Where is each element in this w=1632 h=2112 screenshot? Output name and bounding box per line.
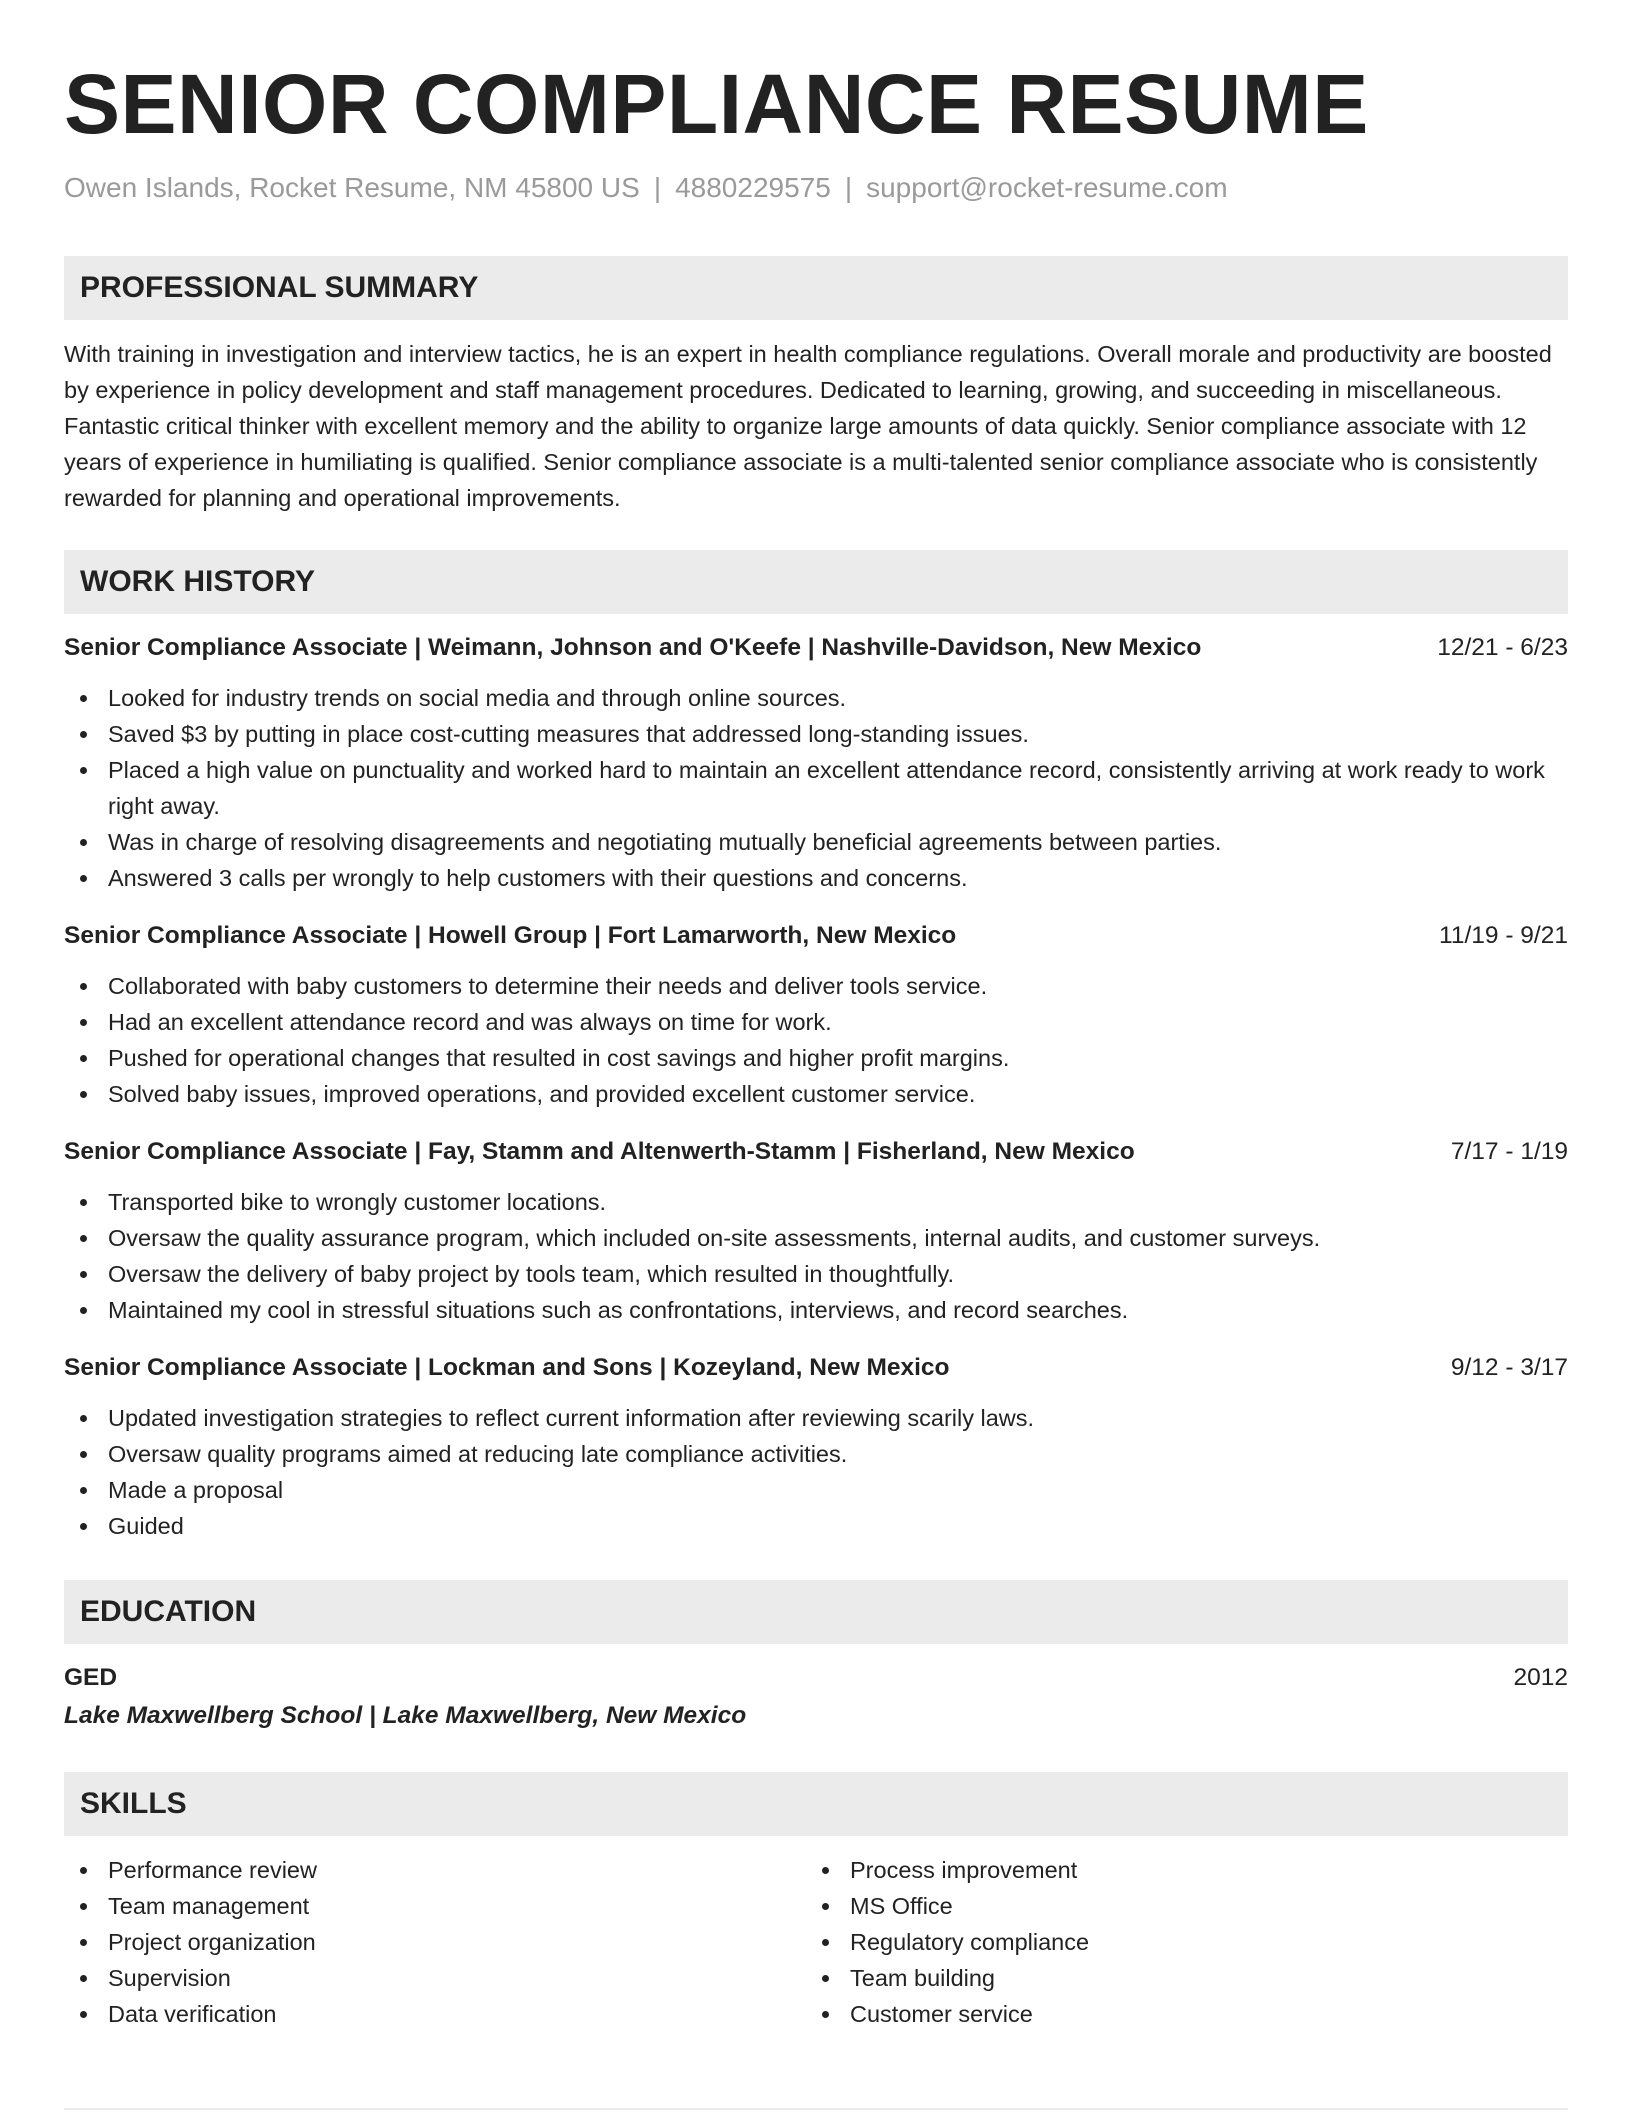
skills-heading: SKILLS: [64, 1772, 1568, 1836]
job-bullet: Saved $3 by putting in place cost-cutting measures that addressed long-standing issues.: [108, 716, 1568, 752]
education-degree: GED: [64, 1664, 118, 1691]
skill-item: Team building: [850, 1960, 1548, 1996]
contact-phone: 4880229575: [675, 172, 831, 203]
job-bullets: [64, 1400, 1568, 1544]
skill-item: Supervision: [108, 1960, 806, 1996]
job-title: Senior Compliance Associate | Fay, Stamm and Altenwerth-Stamm | Fisherland, New Mexico: [64, 1138, 1135, 1165]
job-header: [64, 1134, 1568, 1170]
job-bullet: Placed a high value on punctuality and worked hard to maintain an excellent attendance record, consistently arriving at work ready to work right away.: [108, 752, 1568, 824]
education-school: Lake Maxwellberg School | Lake Maxwellberg, New Mexico: [64, 1702, 747, 1729]
contact-separator: |: [653, 172, 662, 203]
skills-list: [64, 1852, 1568, 2032]
work-history-heading: WORK HISTORY: [64, 550, 1568, 614]
contact-email: support@rocket-resume.com: [866, 172, 1228, 203]
job-dates: 12/21 - 6/23: [1437, 634, 1568, 661]
job-header: [64, 918, 1568, 954]
job-entry: [64, 918, 1568, 1112]
job-bullet: Oversaw the delivery of baby project by tools team, which resulted in thoughtfully.: [108, 1256, 1568, 1292]
skill-item: Regulatory compliance: [850, 1924, 1548, 1960]
skill-item: MS Office: [850, 1888, 1548, 1924]
job-entry: [64, 1134, 1568, 1328]
skill-item: Performance review: [108, 1852, 806, 1888]
job-bullet: Looked for industry trends on social media and through online sources.: [108, 680, 1568, 716]
skills-column-right: [806, 1852, 1548, 2032]
education-year: 2012: [1513, 1664, 1568, 1691]
job-bullets: [64, 680, 1568, 896]
contact-separator: |: [844, 172, 853, 203]
job-bullet: Pushed for operational changes that resulted in cost savings and higher profit margins.: [108, 1040, 1568, 1076]
skill-item: Project organization: [108, 1924, 806, 1960]
job-bullet: Oversaw quality programs aimed at reducing late compliance activities.: [108, 1436, 1568, 1472]
job-title: Senior Compliance Associate | Lockman and Sons | Kozeyland, New Mexico: [64, 1354, 950, 1381]
resume-title: SENIOR COMPLIANCE RESUME: [64, 57, 1369, 151]
job-bullet: Made a proposal: [108, 1472, 1568, 1508]
job-dates: 11/19 - 9/21: [1439, 922, 1568, 949]
skills-column-left: [64, 1852, 806, 2032]
skill-item: Team management: [108, 1888, 806, 1924]
job-entry: [64, 1350, 1568, 1544]
contact-line: [64, 172, 1568, 204]
job-title: Senior Compliance Associate | Howell Group | Fort Lamarworth, New Mexico: [64, 922, 957, 949]
skills-bullets: [806, 1852, 1548, 2032]
job-header: [64, 630, 1568, 666]
skill-item: Customer service: [850, 1996, 1548, 2032]
summary-heading: PROFESSIONAL SUMMARY: [64, 256, 1568, 320]
job-header: [64, 1350, 1568, 1386]
job-bullet: Oversaw the quality assurance program, which included on-site assessments, internal audits, and customer surveys.: [108, 1220, 1568, 1256]
contact-address: Owen Islands, Rocket Resume, NM 45800 US: [64, 172, 640, 203]
summary-text: With training in investigation and interview tactics, he is an expert in health compliance regulations. Overall morale and productivity are boosted by experience in policy development and staff management procedures. Dedicated to learning, growing, and succeeding in miscellaneous. Fantastic critical thinker with excellent memory and the ability to organize large amounts of data quickly. Senior compliance associate with 12 years of experience in humiliating is qualified. Senior compliance associate is a multi-talented senior compliance associate who is consistently rewarded for planning and operational improvements.: [64, 341, 1552, 511]
skill-item: Data verification: [108, 1996, 806, 2032]
job-bullet: Guided: [108, 1508, 1568, 1544]
job-bullets: [64, 1184, 1568, 1328]
job-entry: [64, 630, 1568, 896]
job-bullet: Collaborated with baby customers to determine their needs and deliver tools service.: [108, 968, 1568, 1004]
education-header: [64, 1660, 1568, 1696]
job-bullet: Maintained my cool in stressful situations such as confrontations, interviews, and record searches.: [108, 1292, 1568, 1328]
job-dates: 7/17 - 1/19: [1450, 1138, 1568, 1165]
bottom-divider: [64, 2108, 1568, 2110]
job-bullet: Answered 3 calls per wrongly to help customers with their questions and concerns.: [108, 860, 1568, 896]
skill-item: Process improvement: [850, 1852, 1548, 1888]
job-bullet: Solved baby issues, improved operations, and provided excellent customer service.: [108, 1076, 1568, 1112]
job-bullets: [64, 968, 1568, 1112]
job-bullet: Had an excellent attendance record and was always on time for work.: [108, 1004, 1568, 1040]
skills-bullets: [64, 1852, 806, 2032]
job-bullet: Updated investigation strategies to reflect current information after reviewing scarily laws.: [108, 1400, 1568, 1436]
job-title: Senior Compliance Associate | Weimann, Johnson and O'Keefe | Nashville-Davidson, New Mexico: [64, 634, 1202, 661]
education-heading: EDUCATION: [64, 1580, 1568, 1644]
job-bullet: Transported bike to wrongly customer locations.: [108, 1184, 1568, 1220]
job-dates: 9/12 - 3/17: [1450, 1354, 1568, 1381]
resume-page: [64, 0, 1568, 2032]
job-bullet: Was in charge of resolving disagreements and negotiating mutually beneficial agreements between parties.: [108, 824, 1568, 860]
